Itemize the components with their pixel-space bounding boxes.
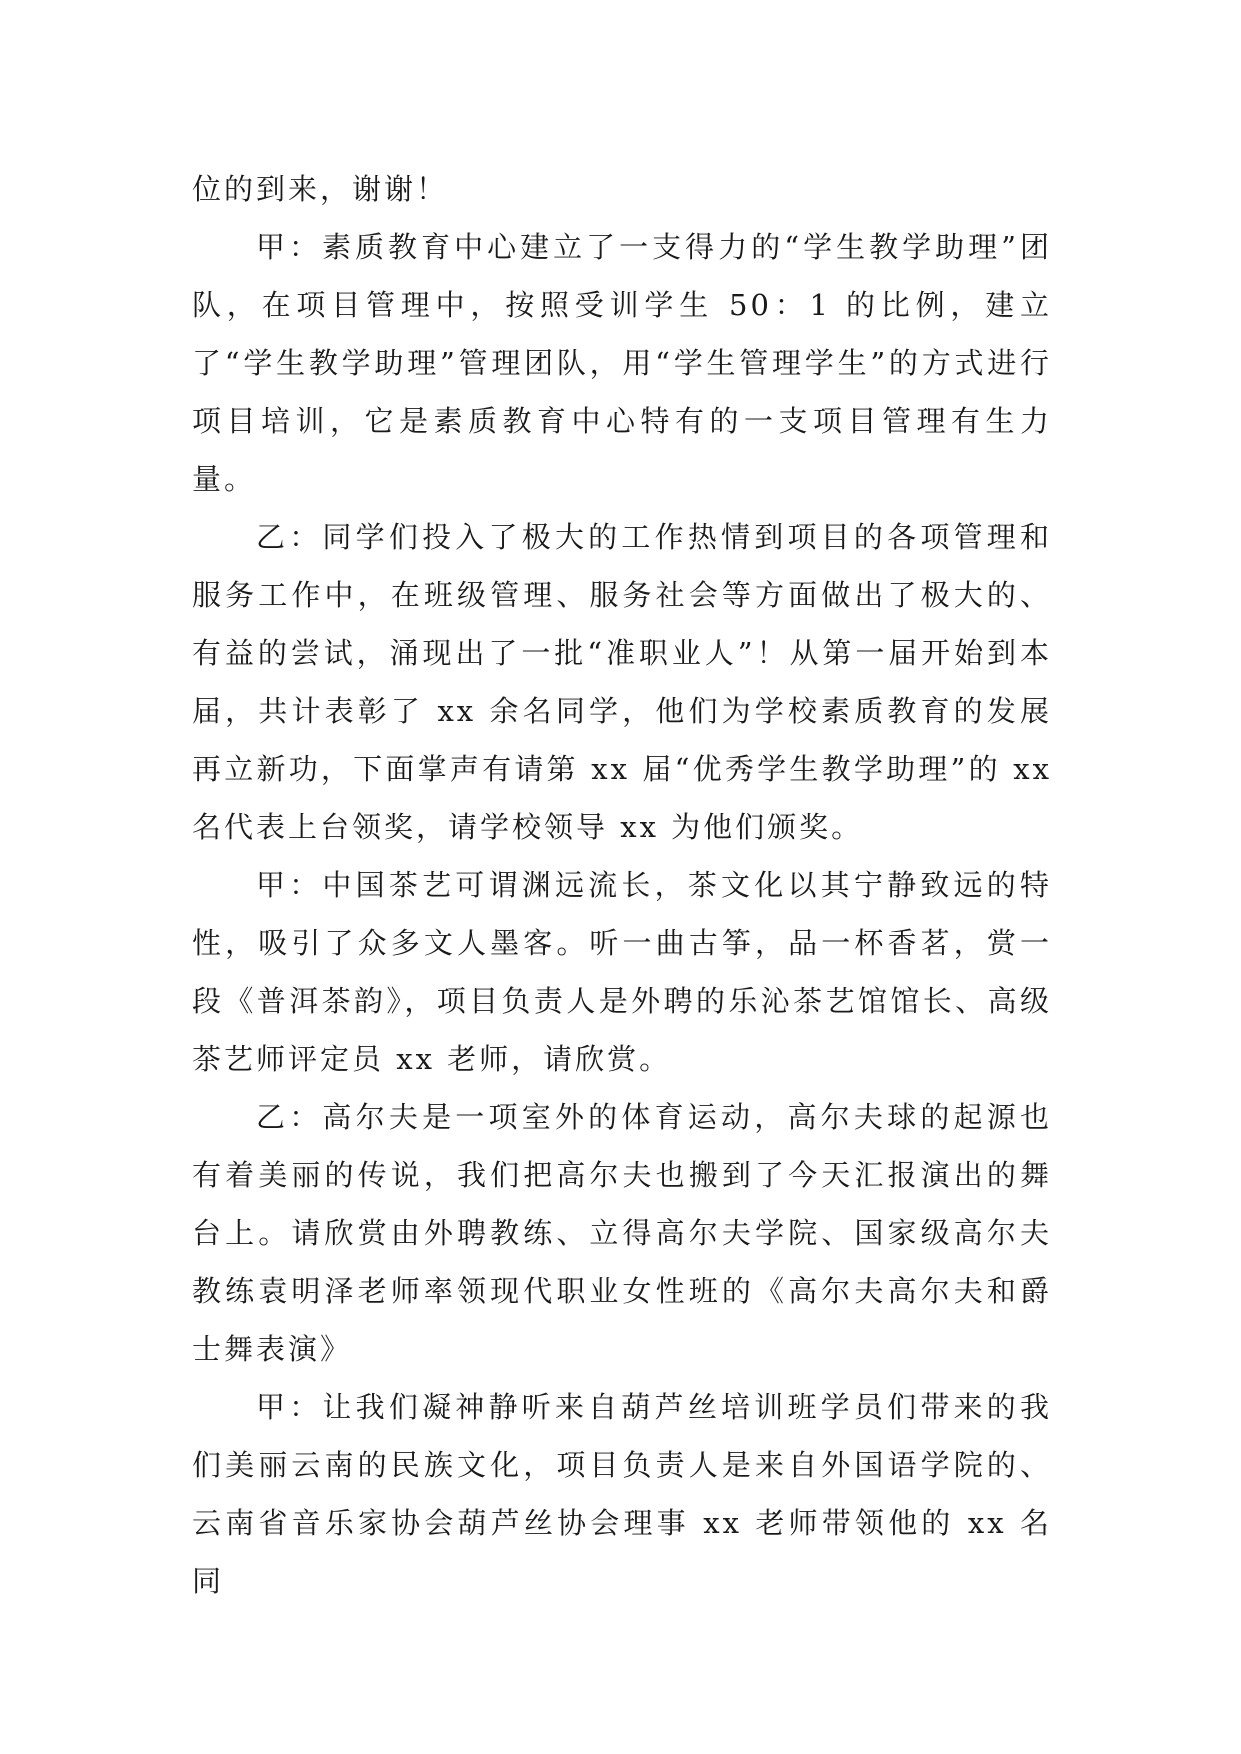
- paragraph-jia-student-assistants: 甲：素质教育中心建立了一支得力的“学生教学助理”团队，在项目管理中，按照受训学生 50：1 的比例，建立了“学生教学助理”管理团队，用“学生管理学生”的方式进行项目培训，它是素质教育中心特有的一支项目管理有生力量。: [192, 230, 1052, 496]
- paragraph-jia-tea-art: 甲：中国茶艺可谓渊远流长，茶文化以其宁静致远的特性，吸引了众多文人墨客。听一曲古筝，品一杯香茗，赏一段《普洱茶韵》，项目负责人是外聘的乐沁茶艺馆馆长、高级茶艺师评定员 xx 老师，请欣赏。: [192, 868, 1052, 1076]
- paragraph-continuation: 位的到来，谢谢！: [192, 172, 449, 206]
- paragraph-yi-awards: 乙：同学们投入了极大的工作热情到项目的各项管理和服务工作中，在班级管理、服务社会等方面做出了极大的、有益的尝试，涌现出了一批“准职业人”！从第一届开始到本届，共计表彰了 xx 余名同学，他们为学校素质教育的发展再立新功，下面掌声有请第 xx 届“优秀学生教学助理”的 xx 名代表上台领奖，请学校领导 xx 为他们颁奖。: [192, 520, 1052, 844]
- paragraph-jia-hulusi: 甲：让我们凝神静听来自葫芦丝培训班学员们带来的我们美丽云南的民族文化，项目负责人是来自外国语学院的、云南省音乐家协会葫芦丝协会理事 xx 老师带领他的 xx 名同: [192, 1390, 1052, 1598]
- document-body: [192, 160, 1052, 1610]
- paragraph-yi-golf: 乙：高尔夫是一项室外的体育运动，高尔夫球的起源也有着美丽的传说，我们把高尔夫也搬到了今天汇报演出的舞台上。请欣赏由外聘教练、立得高尔夫学院、国家级高尔夫教练袁明泽老师率领现代职业女性班的《高尔夫高尔夫和爵士舞表演》: [192, 1100, 1052, 1366]
